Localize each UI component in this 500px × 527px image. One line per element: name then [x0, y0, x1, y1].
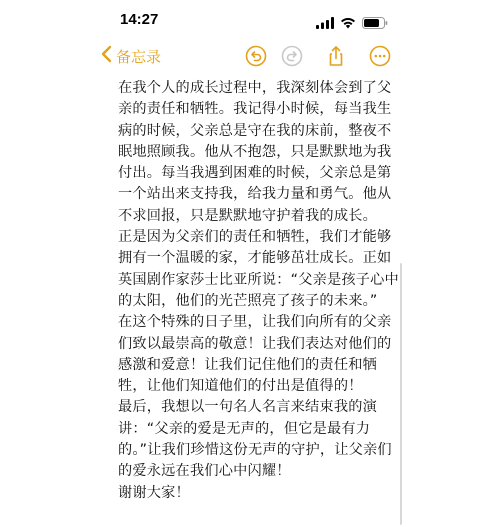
note-line: 亲的责任和牺牲。我记得小时候，每当我生	[118, 101, 392, 118]
note-line: 们致以最崇高的敬意！让我们表达对他们的	[118, 335, 392, 352]
note-line: 牲，让他们知道他们的付出是值得的！	[118, 378, 363, 395]
status-time: 14:27	[120, 11, 159, 28]
note-line: 一个站出来支持我，给我力量和勇气。他从	[118, 186, 392, 203]
signal-icon	[316, 14, 334, 33]
note-line: 不求回报，只是默默地守护着我的成长。	[118, 207, 377, 224]
note-line: 感激和爱意！让我们记住他们的责任和牺	[118, 356, 377, 373]
note-line: 在这个特殊的日子里，让我们向所有的父亲	[118, 314, 392, 331]
more-icon[interactable]	[369, 45, 391, 67]
chevron-left-icon	[101, 45, 112, 67]
note-line: 讲：“父亲的爱是无声的，但它是最有力	[118, 420, 371, 437]
note-line: 拥有一个温暖的家，才能够茁壮成长。正如	[118, 250, 392, 267]
note-line: 眠地照顾我。他从不抱怨，只是默默地为我	[118, 143, 392, 160]
wifi-icon	[340, 14, 356, 33]
note-line: 的太阳，他们的光芒照亮了孩子的未来。”	[118, 292, 378, 309]
note-line: 付出。每当我遇到困难的时候，父亲总是第	[118, 165, 392, 182]
note-line: 最后，我想以一句名人名言来结束我的演	[118, 399, 377, 416]
back-button[interactable]	[101, 45, 161, 67]
note-line: 谢谢大家！	[118, 484, 190, 501]
battery-icon	[362, 14, 388, 33]
note-line: 的爱永远在我们心中闪耀！	[118, 463, 291, 480]
undo-icon[interactable]	[245, 45, 267, 67]
redo-icon[interactable]	[281, 45, 303, 67]
share-icon[interactable]	[325, 45, 347, 67]
back-label: 备忘录	[116, 47, 162, 66]
note-line: 的。”让我们珍惜这份无声的守护，让父亲们	[118, 442, 392, 459]
nav-bar	[0, 40, 500, 76]
status-icons	[316, 14, 388, 33]
scroll-indicator[interactable]	[400, 263, 402, 525]
note-line: 英国剧作家莎士比亚所说：“父亲是孩子心中	[118, 271, 399, 288]
note-line: 病的时候，父亲总是守在我的床前，整夜不	[118, 122, 392, 139]
note-line: 正是因为父亲们的责任和牺牲，我们才能够	[118, 229, 392, 246]
note-body[interactable]	[118, 78, 399, 504]
note-line: 在我个人的成长过程中，我深刻体会到了父	[118, 80, 392, 96]
status-bar	[0, 0, 500, 40]
